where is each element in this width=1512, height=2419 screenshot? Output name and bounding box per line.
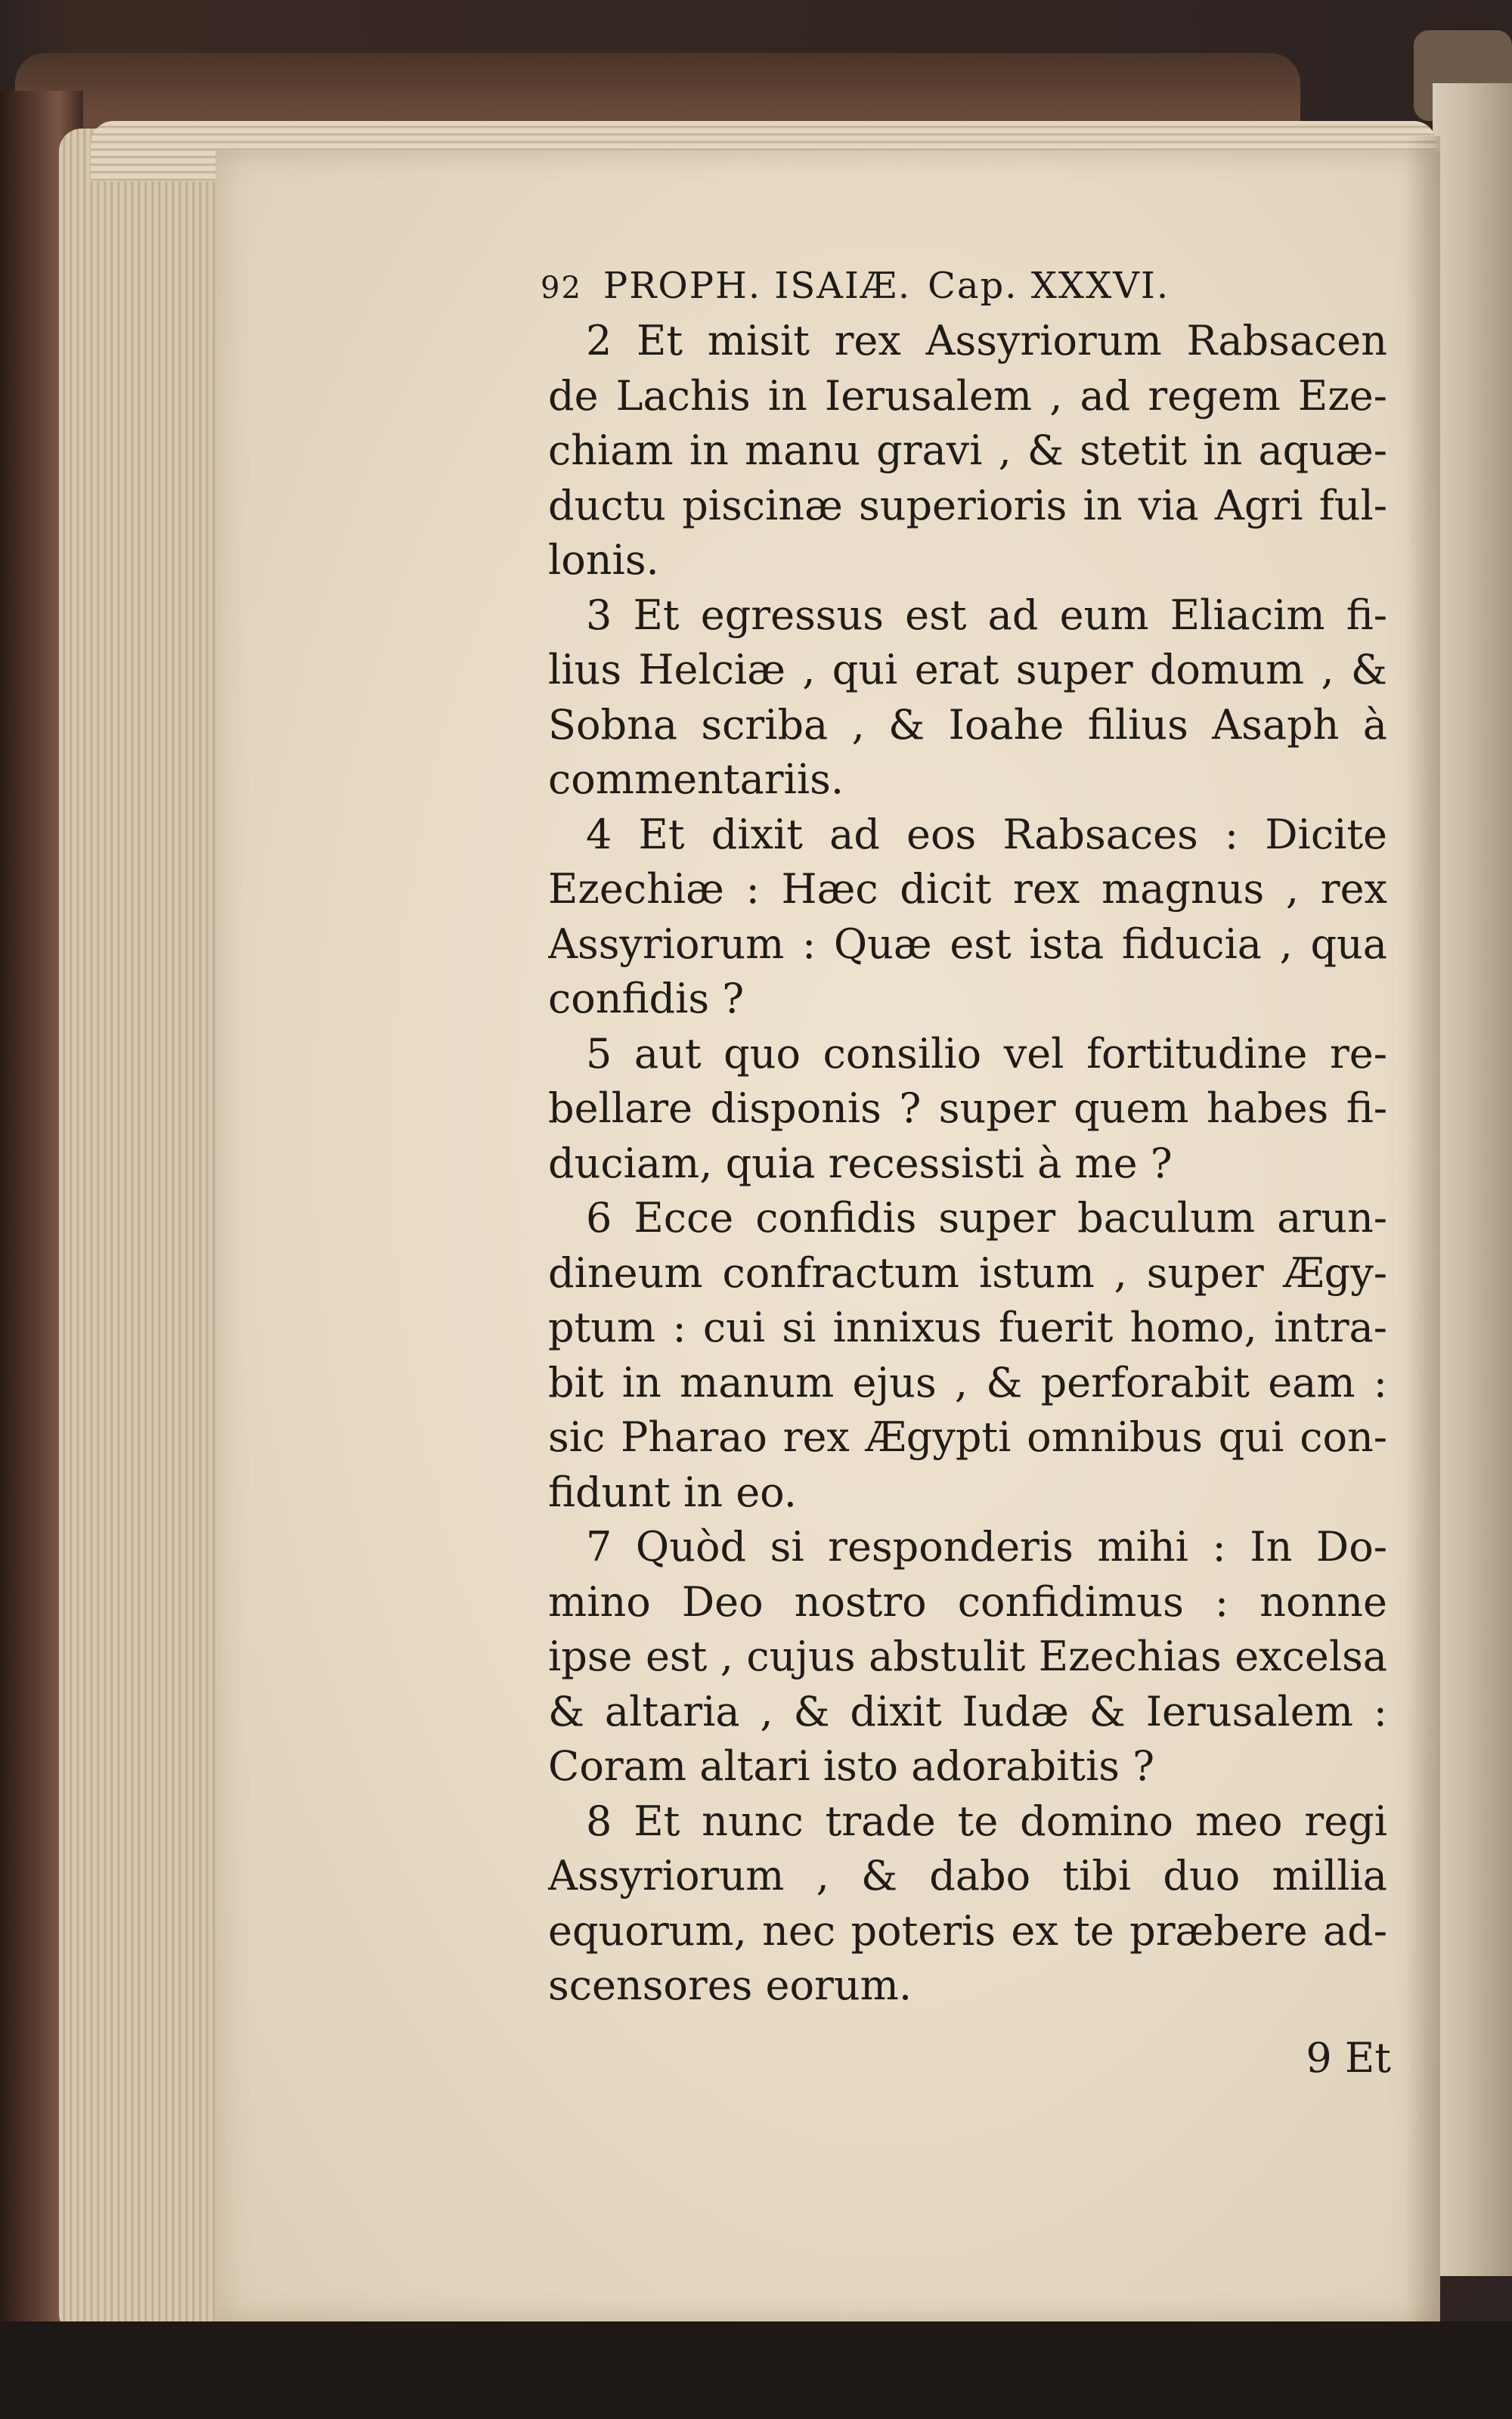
table-surface (0, 2321, 1512, 2419)
text-line: ductu piscinæ superioris in via Agri ful- (548, 481, 1387, 529)
page-number: 92 (541, 271, 582, 305)
text-line: fidunt in eo. (548, 1468, 797, 1516)
text-line: 3 Et egressus est ad eum Eliacim fi- (586, 591, 1387, 639)
text-line: Assyriorum , & dabo tibi duo millia (548, 1852, 1387, 1900)
text-line: sic Pharao rex Ægypti omnibus qui con- (548, 1413, 1387, 1461)
text-line: ptum : cui si innixus fuerit homo, intra- (548, 1304, 1387, 1351)
running-header (541, 265, 1395, 310)
text-line: 5 aut quo consilio vel fortitudine re- (586, 1029, 1387, 1078)
text-line: de Lachis in Ierusalem , ad regem Eze- (548, 371, 1387, 420)
text-line: Assyriorum : Quæ est ista fiducia , qua (548, 920, 1387, 968)
text-line: 6 Ecce confidis super baculum arun- (586, 1194, 1387, 1242)
text-line: 2 Et misit rex Assyriorum Rabsacen (586, 317, 1387, 364)
text-line: lonis. (548, 536, 659, 584)
running-title: PROPH. ISAIÆ. (603, 265, 912, 307)
text-line: commentariis. (548, 755, 844, 803)
text-line: Sobna scriba , & Ioahe filius Asaph à (548, 700, 1387, 749)
facing-page-edge (1433, 83, 1512, 2276)
catchword: 9 Et (1306, 2034, 1391, 2082)
text-line: scensores eorum. (548, 1962, 912, 2009)
text-line: 7 Quòd si responderis mihi : In Do- (586, 1523, 1387, 1571)
text-line: confidis ? (548, 975, 745, 1022)
gutter-shadow (1406, 136, 1440, 2321)
text-line: 8 Et nunc trade te domino meo regi (586, 1797, 1387, 1845)
text-line: & altaria , & dixit Iudæ & Ierusalem : (548, 1687, 1387, 1735)
page-block-edge (59, 129, 225, 2337)
text-line: duciam, quia recessisti à me ? (548, 1139, 1173, 1187)
text-line: equorum, nec poteris ex te præbere ad- (548, 1906, 1387, 1955)
text-line: dineum confractum istum , super Ægy- (548, 1248, 1387, 1297)
text-line: bellare disponis ? super quem habes fi- (548, 1084, 1387, 1132)
text-line: ipse est , cujus abstulit Ezechias excelsa (548, 1633, 1387, 1680)
text-line: lius Helciæ , qui erat super domum , & (548, 646, 1387, 693)
text-line: mino Deo nostro confidimus : nonne (548, 1577, 1387, 1626)
text-line: 4 Et dixit ad eos Rabsaces : Dicite (586, 810, 1387, 858)
text-line: Coram altari isto adorabitis ? (548, 1742, 1155, 1790)
text-line: chiam in manu gravi , & stetit in aquæ- (548, 426, 1387, 474)
chapter-label: Cap. XXXVI. (928, 265, 1170, 307)
body-text (548, 314, 1387, 2014)
text-line: bit in manum ejus , & perforabit eam : (548, 1358, 1387, 1406)
text-line: Ezechiæ : Hæc dicit rex magnus , rex (548, 865, 1387, 913)
